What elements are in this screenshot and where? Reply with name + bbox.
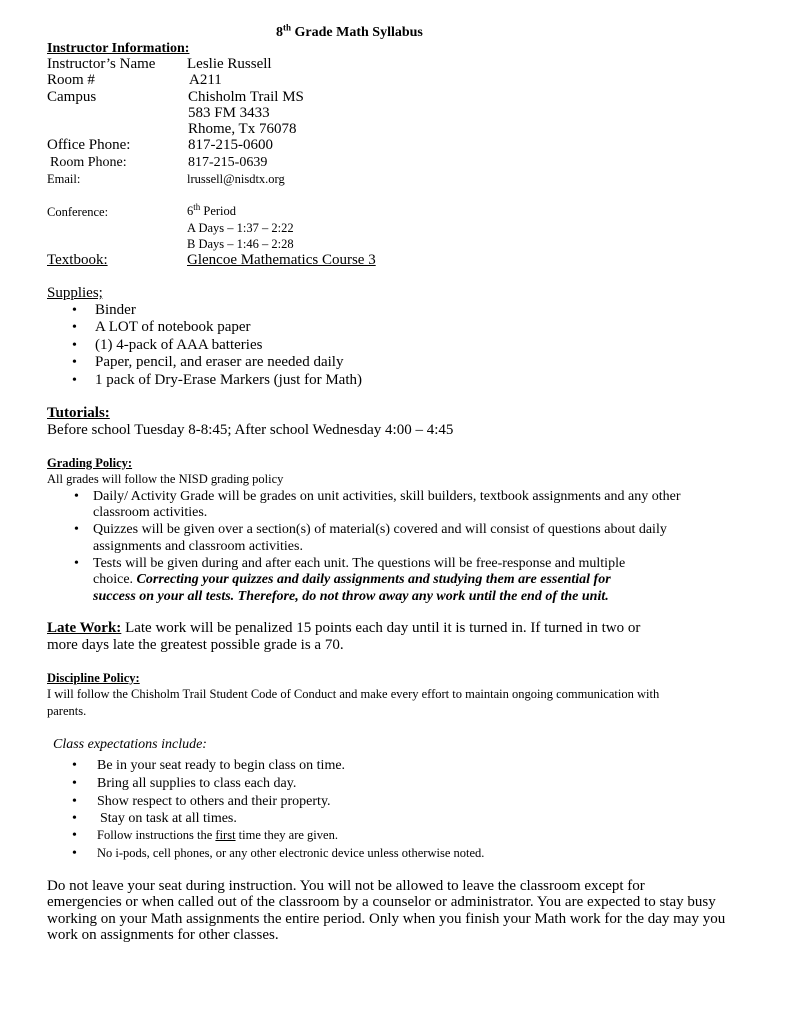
- bullet-icon: •: [72, 320, 77, 335]
- discipline-text: I will follow the Chisholm Trail Student Code of Conduct and make every effort to maintain ongoing communication with: [47, 687, 660, 701]
- tutorials-heading: Tutorials:: [47, 405, 110, 421]
- name-value: Leslie Russell: [187, 56, 272, 72]
- bullet-icon: •: [72, 794, 77, 809]
- name-label: Instructor’s Name: [47, 56, 156, 72]
- bullet-icon: •: [74, 556, 79, 571]
- bullet-icon: •: [72, 846, 77, 861]
- conference-period: 6th Period: [187, 201, 237, 218]
- bullet-icon: •: [74, 522, 79, 537]
- room-phone-value: 817-215-0639: [188, 155, 268, 170]
- grading-daily: Daily/ Activity Grade will be grades on unit activities, skill builders, textbook assignments and any other: [93, 489, 681, 504]
- expectation-item: Follow instructions the first time they are given.: [97, 828, 338, 842]
- expectations-heading: Class expectations include:: [53, 737, 207, 752]
- instructor-heading: Instructor Information:: [47, 41, 190, 56]
- grading-intro: All grades will follow the NISD grading policy: [47, 472, 284, 486]
- campus-line: Rhome, Tx 76078: [188, 121, 297, 137]
- grading-quiz: Quizzes will be given over a section(s) of material(s) covered and will consist of questions about daily: [93, 522, 667, 537]
- conference-label: Conference:: [47, 205, 109, 219]
- expectation-item: No i-pods, cell phones, or any other electronic device unless otherwise noted.: [97, 846, 485, 860]
- grading-test: Tests will be given during and after each unit. The questions will be free-response and multiple: [93, 556, 626, 571]
- closing-text: work on assignments for other classes.: [47, 927, 279, 943]
- bullet-icon: •: [72, 776, 77, 791]
- textbook-label: Textbook:: [47, 252, 108, 268]
- expectation-item: Be in your seat ready to begin class on time.: [97, 758, 346, 773]
- closing-text: Do not leave your seat during instruction. You will not be allowed to leave the classroom except for: [47, 878, 645, 894]
- discipline-heading: Discipline Policy:: [47, 671, 140, 685]
- late-work: Late Work: Late work will be penalized 15 points each day until it is turned in. If turned in two or: [47, 620, 641, 636]
- campus-label: Campus: [47, 89, 97, 105]
- bullet-icon: •: [72, 811, 77, 826]
- grading-daily-cont: classroom activities.: [93, 505, 208, 520]
- office-phone-value: 817-215-0600: [188, 137, 273, 153]
- supply-item: A LOT of notebook paper: [95, 319, 251, 335]
- bullet-icon: •: [72, 355, 77, 370]
- grading-heading: Grading Policy:: [47, 456, 133, 470]
- page-title: 8th Grade Math Syllabus: [276, 22, 423, 40]
- grading-test-emphasis: success on your all tests. Therefore, do not throw away any work until the end of the unit.: [93, 589, 609, 604]
- expectation-item: Bring all supplies to class each day.: [97, 776, 297, 791]
- bullet-icon: •: [74, 489, 79, 504]
- bullet-icon: •: [72, 338, 77, 353]
- room-label: Room #: [47, 72, 95, 88]
- supply-item: 1 pack of Dry-Erase Markers (just for Math): [95, 372, 362, 388]
- email-value: lrussell@nisdtx.org: [187, 172, 285, 186]
- bullet-icon: •: [72, 758, 77, 773]
- expectation-item: Show respect to others and their property.: [97, 794, 331, 809]
- room-value: A211: [189, 72, 222, 88]
- expectation-item: Stay on task at all times.: [100, 811, 237, 826]
- closing-text: working on your Math assignments the entire period. Only when you finish your Math work for the day may you: [47, 911, 726, 927]
- email-label: Email:: [47, 172, 81, 186]
- bullet-icon: •: [72, 373, 77, 388]
- tutorials-text: Before school Tuesday 8-8:45; After school Wednesday 4:00 – 4:45: [47, 422, 454, 438]
- conference-b-days: B Days – 1:46 – 2:28: [187, 237, 294, 251]
- conference-a-days: A Days – 1:37 – 2:22: [187, 221, 294, 235]
- grading-quiz-cont: assignments and classroom activities.: [93, 539, 303, 554]
- supply-item: (1) 4-pack of AAA batteries: [95, 337, 263, 353]
- closing-text: emergencies or when called out of the classroom by a counselor or administrator. You are expected to stay busy: [47, 894, 716, 910]
- campus-line: 583 FM 3433: [188, 105, 270, 121]
- textbook-value: Glencoe Mathematics Course 3: [187, 252, 376, 268]
- grading-test-cont: choice. Correcting your quizzes and daily assignments and studying them are essential for: [93, 572, 611, 587]
- office-phone-label: Office Phone:: [47, 137, 131, 153]
- bullet-icon: •: [72, 828, 77, 843]
- bullet-icon: •: [72, 303, 77, 318]
- late-work-cont: more days late the greatest possible grade is a 70.: [47, 637, 344, 653]
- supplies-heading: Supplies;: [47, 285, 103, 301]
- room-phone-label: Room Phone:: [50, 155, 127, 170]
- supply-item: Binder: [95, 302, 136, 318]
- campus-line: Chisholm Trail MS: [188, 89, 304, 105]
- discipline-text-cont: parents.: [47, 704, 87, 718]
- supply-item: Paper, pencil, and eraser are needed daily: [95, 354, 344, 370]
